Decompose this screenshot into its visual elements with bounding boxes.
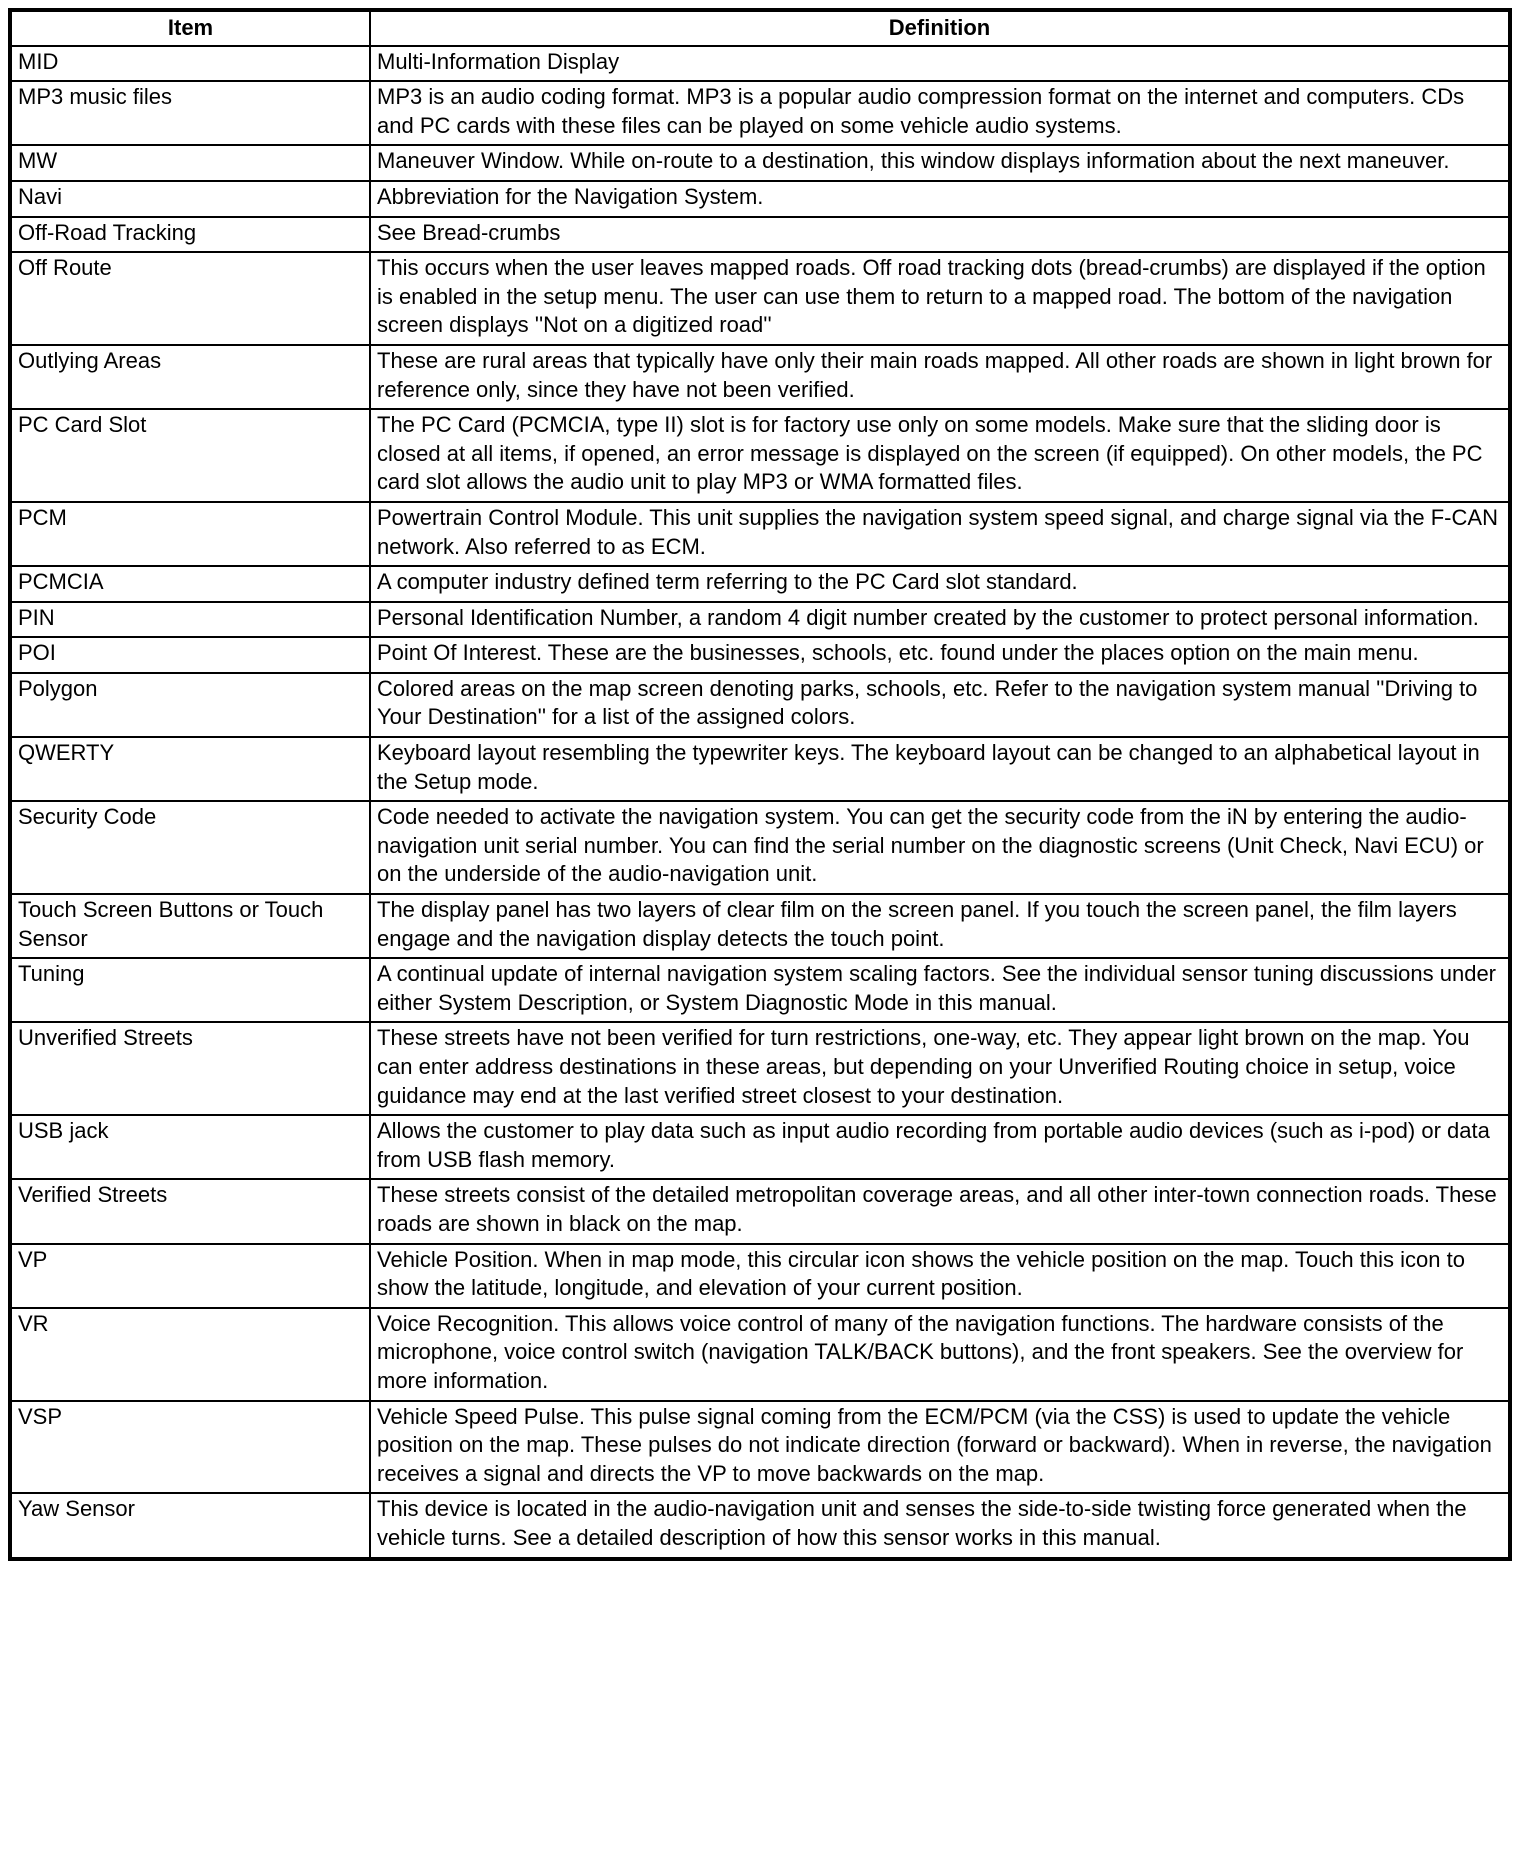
- item-cell: Touch Screen Buttons or Touch Sensor: [10, 894, 370, 958]
- table-row: [10, 1115, 1510, 1179]
- table-row: [10, 181, 1510, 217]
- definition-cell: These streets have not been verified for turn restrictions, one-way, etc. They appear light brown on the map. You can enter address destinations in these areas, but depending on your Unverified Routing choice in setup, voice guidance may end at the last verified street closest to your destination.: [370, 1022, 1510, 1115]
- table-row: [10, 602, 1510, 638]
- item-cell: Unverified Streets: [10, 1022, 370, 1115]
- definition-cell: These are rural areas that typically have only their main roads mapped. All other roads are shown in light brown for reference only, since they have not been verified.: [370, 345, 1510, 409]
- table-row: [10, 145, 1510, 181]
- table-row: [10, 217, 1510, 253]
- item-cell: Verified Streets: [10, 1179, 370, 1243]
- definition-cell: These streets consist of the detailed metropolitan coverage areas, and all other inter-town connection roads. These roads are shown in black on the map.: [370, 1179, 1510, 1243]
- table-row: [10, 894, 1510, 958]
- item-cell: POI: [10, 637, 370, 673]
- definition-column-header: Definition: [370, 10, 1510, 46]
- definition-cell: Multi-Information Display: [370, 46, 1510, 82]
- table-row: [10, 673, 1510, 737]
- definition-cell: Abbreviation for the Navigation System.: [370, 181, 1510, 217]
- table-row: [10, 409, 1510, 502]
- table-row: [10, 737, 1510, 801]
- table-row: [10, 958, 1510, 1022]
- table-row: [10, 46, 1510, 82]
- table-row: [10, 252, 1510, 345]
- item-cell: MID: [10, 46, 370, 82]
- item-cell: Off Route: [10, 252, 370, 345]
- item-cell: Off-Road Tracking: [10, 217, 370, 253]
- definition-cell: Voice Recognition. This allows voice control of many of the navigation functions. The hardware consists of the microphone, voice control switch (navigation TALK/BACK buttons), and the front speakers. See the overview for more information.: [370, 1308, 1510, 1401]
- definition-cell: Personal Identification Number, a random 4 digit number created by the customer to protect personal information.: [370, 602, 1510, 638]
- item-cell: MP3 music files: [10, 81, 370, 145]
- item-cell: MW: [10, 145, 370, 181]
- item-cell: PCM: [10, 502, 370, 566]
- definition-cell: Colored areas on the map screen denoting parks, schools, etc. Refer to the navigation system manual ''Driving to Your Destination'' for a list of the assigned colors.: [370, 673, 1510, 737]
- glossary-table: [8, 8, 1512, 1561]
- table-row: [10, 1179, 1510, 1243]
- item-cell: QWERTY: [10, 737, 370, 801]
- definition-cell: The PC Card (PCMCIA, type II) slot is for factory use only on some models. Make sure that the sliding door is closed at all items, if opened, an error message is displayed on the screen (if equipped). On other models, the PC card slot allows the audio unit to play MP3 or WMA formatted files.: [370, 409, 1510, 502]
- table-row: [10, 566, 1510, 602]
- table-row: [10, 345, 1510, 409]
- definition-cell: Allows the customer to play data such as input audio recording from portable audio devices (such as i-pod) or data from USB flash memory.: [370, 1115, 1510, 1179]
- table-row: [10, 1308, 1510, 1401]
- item-cell: VR: [10, 1308, 370, 1401]
- item-cell: PC Card Slot: [10, 409, 370, 502]
- definition-cell: A computer industry defined term referring to the PC Card slot standard.: [370, 566, 1510, 602]
- table-row: [10, 801, 1510, 894]
- definition-cell: Maneuver Window. While on-route to a destination, this window displays information about the next maneuver.: [370, 145, 1510, 181]
- item-cell: Security Code: [10, 801, 370, 894]
- table-row: [10, 1244, 1510, 1308]
- definition-cell: Vehicle Speed Pulse. This pulse signal coming from the ECM/PCM (via the CSS) is used to update the vehicle position on the map. These pulses do not indicate direction (forward or backward). When in reverse, the navigation receives a signal and directs the VP to move backwards on the map.: [370, 1401, 1510, 1494]
- definition-cell: A continual update of internal navigation system scaling factors. See the individual sensor tuning discussions under either System Description, or System Diagnostic Mode in this manual.: [370, 958, 1510, 1022]
- definition-cell: The display panel has two layers of clear film on the screen panel. If you touch the screen panel, the film layers engage and the navigation display detects the touch point.: [370, 894, 1510, 958]
- table-row: [10, 81, 1510, 145]
- definition-cell: This device is located in the audio-navigation unit and senses the side-to-side twisting force generated when the vehicle turns. See a detailed description of how this sensor works in this manual.: [370, 1493, 1510, 1558]
- item-cell: VP: [10, 1244, 370, 1308]
- glossary-body: [10, 46, 1510, 1559]
- item-cell: VSP: [10, 1401, 370, 1494]
- item-cell: Outlying Areas: [10, 345, 370, 409]
- item-cell: USB jack: [10, 1115, 370, 1179]
- item-cell: Navi: [10, 181, 370, 217]
- definition-cell: This occurs when the user leaves mapped roads. Off road tracking dots (bread-crumbs) are displayed if the option is enabled in the setup menu. The user can use them to return to a mapped road. The bottom of the navigation screen displays ''Not on a digitized road'': [370, 252, 1510, 345]
- item-cell: Tuning: [10, 958, 370, 1022]
- definition-cell: Powertrain Control Module. This unit supplies the navigation system speed signal, and charge signal via the F-CAN network. Also referred to as ECM.: [370, 502, 1510, 566]
- definition-cell: Vehicle Position. When in map mode, this circular icon shows the vehicle position on the map. Touch this icon to show the latitude, longitude, and elevation of your current position.: [370, 1244, 1510, 1308]
- table-row: [10, 1401, 1510, 1494]
- item-cell: PCMCIA: [10, 566, 370, 602]
- table-row: [10, 502, 1510, 566]
- definition-cell: See Bread-crumbs: [370, 217, 1510, 253]
- item-cell: Yaw Sensor: [10, 1493, 370, 1558]
- definition-cell: Keyboard layout resembling the typewriter keys. The keyboard layout can be changed to an alphabetical layout in the Setup mode.: [370, 737, 1510, 801]
- header-row: [10, 10, 1510, 46]
- table-row: [10, 637, 1510, 673]
- table-row: [10, 1493, 1510, 1558]
- definition-cell: MP3 is an audio coding format. MP3 is a popular audio compression format on the internet and computers. CDs and PC cards with these files can be played on some vehicle audio systems.: [370, 81, 1510, 145]
- definition-cell: Point Of Interest. These are the businesses, schools, etc. found under the places option on the main menu.: [370, 637, 1510, 673]
- definition-cell: Code needed to activate the navigation system. You can get the security code from the iN by entering the audio-navigation unit serial number. You can find the serial number on the diagnostic screens (Unit Check, Navi ECU) or on the underside of the audio-navigation unit.: [370, 801, 1510, 894]
- item-column-header: Item: [10, 10, 370, 46]
- item-cell: Polygon: [10, 673, 370, 737]
- item-cell: PIN: [10, 602, 370, 638]
- table-row: [10, 1022, 1510, 1115]
